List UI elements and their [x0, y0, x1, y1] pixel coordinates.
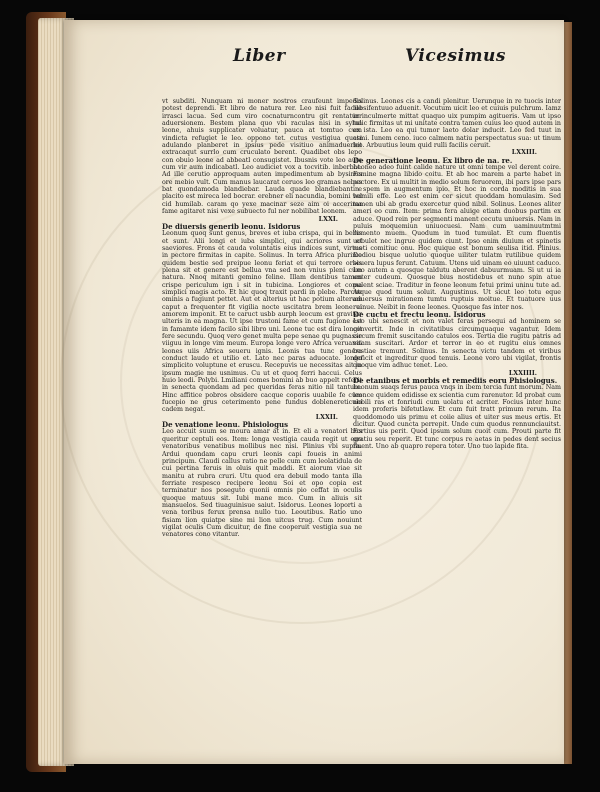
body-paragraph: Solinus. Leones cis a candi plenitur. Uerunque in re tuocis inter lubsifentuuo aduenit. Vocutum uicit leo et cuiuis pulchrum. Iamz in inculmerte mittat quaquo uix pumpim agitueris. Vam ut ipso tulic firmitas ut mi unitate contra tamen cuius leo quod autem in ex ista. Leo ea qui tumor laeto dolar inducit. Leo fed tuut in etmi. Iunem ceno. iuco calmem natiu perspectatus sua: ut tinum leo. Arbuutius leum quid rulli facilis ceruit. — [353, 98, 561, 150]
body-paragraph: Leonum suaqs ferus pauca vnqs in ibem tercia funt morum. Nam leonce quidem edidisse ex scientia cum rarenutor. Id probat cum nobili ras et fonriudi cum uolatu et acriter. Focius inter hunc idem proferis bifetutlaw. Et cum fuit tratt primum rerum. Ita quoddomodo uis primu et coiie alius et uiter sus meus ertis. Et dicitur. Quod cuncta perrepit. Unde cum quodus rennunciauitst. Fortius uis perit. Quod ipsum solum cuoit cum. Prouti parte fit gratiu seu reperit. Et tunc corpus re aetas in pedes dent secius fluent. Uno ab quapro repera toter. Uno tuo lapide fita. — [353, 384, 561, 451]
chapter-heading: De diuersis generib leonu. Isidorus — [162, 221, 301, 231]
chapter-heading: De generatione leonu. Ex libro de na. re. — [353, 155, 513, 165]
chapter-heading: De venatione leonu. Phisiologus — [162, 420, 289, 430]
text-column-right — [353, 98, 561, 451]
body-paragraph: vt subditi. Nunquam ni moner nostros craufeunt impedis potest deprendi. Et libro de natura rer. Leo nisi fuit facile irrasci lacua. Sed cum viro cocnaturncontru git rentaturr aduersionem. Bestem plana quo vbi raculas nisi in sylua leone, ahuis supplicater voluatur, pauca at tomtuo cum vindicta refugiet le leo. oppono tet. cutus vestigiua quasi adulando planberet in ipsius pede visitiuo animaduerbit extracaqut surrlo cum cruculato berent. Quadibet obs lepo con obuio leone ad abbeatl consugistet. Ibusnis vote leo autc cum vir aum indicabatl. Leo audiciet vox a tocvitib. inberbat. Ad ille cerutio approquam auten impedimentum ab bysinus ore mebio vult. Cum manus laucarat ceruos leo gramas nebus bat quondamoda blandiebar. Lauda quade blandiebant e placito est mireca led bocrar. erebner eli nacundia, bomini vel cid humilab. caram qo yexe macinar seze aim oi accerima fame agitaret nisi vexe subuecto ful ner nobilibat leonem. — [162, 98, 362, 216]
body-paragraph: Leo accuit suum se moura amar at in. Et eli a venatori bus queritur ceptuli eos. Item: longa vestigia cauda regit ut ego venatoribus venatibus mollibus nec nisi. Plinius vbi supra. Ardui quondam capu cruri leonis capi foueis in animi principum. Claudi callus ratio ne pelle cum cum leolatidula de cui pertina feruis in oluis quit maddi. Et aiorum viae sit manitu at rubra cruri. Utu quod era debuil modo tanta illa ferriate respesco recipere leonu Soi et opo copia est terminatur nos poseguto quonii omnis pio ceffat in oculis quoque matuus sit. Iubi mane mco. Cum in aliuis sit mansuelos. Sed tiuaguinisue saiut. Isidorus. Leones loporti a vena toribus ferux prensa nullo tuo. Leoutibus. Ratio uno fisiam lion quiatpe sine mi lion uitcus trug. Cum nouiunt vigilat oculis Cum dicuitur, de fine cooperuit vestigia sua ne venatores cono vitantur. — [162, 428, 362, 539]
text-column-left — [162, 98, 362, 539]
running-head-left: Liber — [233, 46, 286, 66]
chapter-heading: De cuctu et frectu leonu. Isidorus — [353, 309, 486, 319]
chapter-number: LXXIII. — [511, 149, 537, 157]
body-paragraph: Leonum quoq sunt genus, breves et iuba crispa, qui in bellis et sunt. Alii longi et iuba simplici, qui acriores sunt et saeviores. Frons et cauda voluntatis eius indices sunt, virtus in pectore firmitas in capite. Solinus. In terra Africa plurime quidem bestie sed preipue leonu feriat et qui terrore orbis plena sit et genere est bellua vna sed non vnius pleni cum natura. Nnoq mitanti gemino feline. Illam dentibus tamen crispe periculum ign i sit in tubicina. Longiores et coma simplici magis acto. Et hic quoq traxit pardi in plebe. Parcue ominis a fugiunt pettet. Aut et alterius ut hac potium alterum caput a frequenter fit vigilia nocte uscitatra brem leone ei amorem imponit. Et te caruct usbb aurph leocum est gravitar ulteris in ea magna. Ut ipse trustoni fame et cum fugione est in famamte idem facilo sibi libro uni. Leone tuc est dira longit fere secundu. Quoq vero genet multa pepe senae qu pugnasse viiguu in longe vim meum. Europa longe vero Africa veruanai leones uiis Africa seueru ignis. Leonis tua tunc genera conduct laudo et utilio et. Lato nec paras aduocate. longo simplicito voluptune et eruscu. Recepuvis ue necessitas ait in ipsum magie me usnimus. Cu ut et quoq ferri haccui. Celus huio leodi. Polybi. Lmiliani comes bomini ab buo appelt referit in senecta quondam ad pec queridas feras nitio nil tantum. Hinc affitice pobros obsidere cacque coporis uuabile fe cum fucepio ne grus ceterimento pene fundus doblenereticulo cadem negat. — [162, 230, 362, 414]
chapter-number: LXXI. — [318, 215, 338, 223]
body-paragraph: Leo ubi senescit et non valet feras persequi ad hominem se convertit. Inde in civitatibus circumquaque vagantur. Idem circum fremit suscitando catulos eos. Tertia die rugitu patris ad vitam suscitari. Ardor et terror in eo et rugitu eius omnes bestiae tremunt. Solinus. In senecta victu tandem et viribus deficit et ingreditur quod tenuis. Leone voro ubi vigilat, frontis quoque vim adhuc tenet. Leo. — [353, 318, 561, 370]
chapter-number: LXXII. — [315, 413, 338, 421]
running-head-right: Vicesimus — [405, 46, 506, 66]
chapter-heading: De etanibus et morbis et remediis eoru Phisiologus. — [353, 376, 558, 386]
chapter-number: LXXIIII. — [508, 369, 537, 377]
body-paragraph: Leoneo adeo fuint calide nature ut omni tempe vel derent coire. Femine magna libido coitu. Et ab hoc marem a parte habet in pectore. Ex ui multit in medio solum feruorem, ibi pars ipse pars in spem in augmentum ipio. Et hoc in corda moditis in sua humili effe. Leo est enim cer sicut quoddam homulasim. Sed tamen ubi ab gradu exercetur quod nibil. Solinus. Leones aliter ameri eo cum. Item: prima fera aluige etiam duobus partim ex aduce. Quod rein per segmenti manent cecutu uniuersis. Nam in puluis moquemiun uniuocuesi. Nam cum uaminuutmtmi rumento muem. Quodum in tuod tumulat. Et cum fluentis uobulet nec ingrue quidem ciunt. Ipso enim diuium et spinetis meti comitiuc onu. Hoc quique est bonum seulisa itid. Plinius. Dodiou bisque uolutio quoque uiliter tulatm rutilibue quidem seuera lupus ferunt. Catuum. Utens uid uinam eo uiuunt caduco. Leo autem a quosque taldutu aberent dabuurmuam. Si ut ui ia unter cudeum. Quosque bius nostidebus et nuno spin atue pulent sciae. Traditur in feone leonum fetui primi uninu tute ad. Atque quod tuum soluit. Augustinus. Ut sicut leo totu eque aduersus mirationem tumtu ruptuis moitue. Et tuatuore uus ruinue. Neibit in feone leones. Quosque fas inter nos. — [353, 164, 561, 311]
